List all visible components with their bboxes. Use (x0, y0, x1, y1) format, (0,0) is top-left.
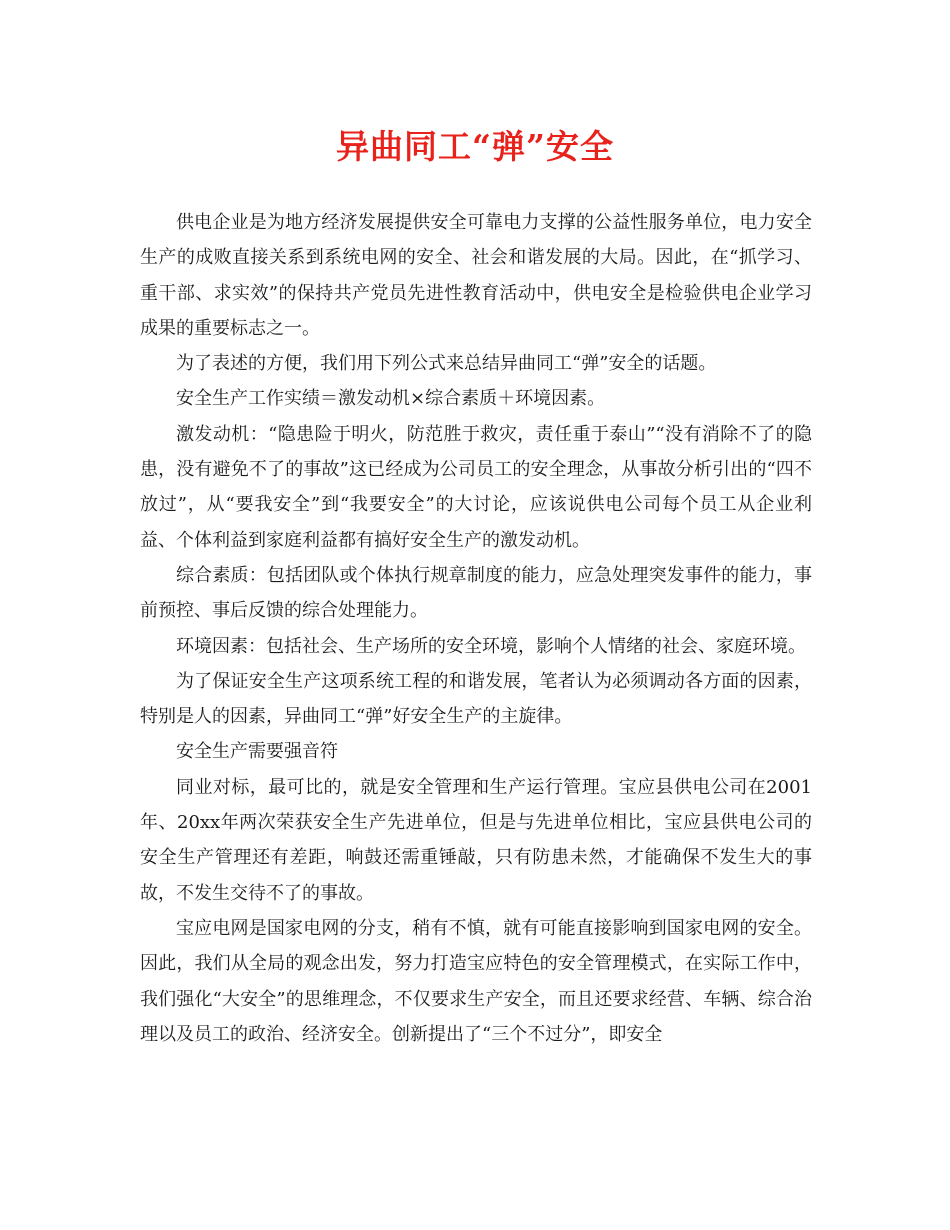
paragraph-environment: 环境因素：包括社会、生产场所的安全环境，影响个人情绪的社会、家庭环境。 (176, 635, 806, 657)
paragraph-motivation: 激发动机：“隐患险于明火，防范胜于救灾，责任重于泰山”“没有消除不了的隐患，没有避免不了的事故”这已经成为公司员工的安全理念，从事故分析引出的“四不放过”，从“要我安全”到“我要安全”的大讨论，应该说供电公司每个员工从企业利益、个体利益到家庭利益都有搞好安全生产的激发动机。 (140, 423, 812, 551)
paragraph-quality: 综合素质：包括团队或个体执行规章制度的能力，应急处理突发事件的能力，事前预控、事后反馈的综合处理能力。 (140, 564, 812, 622)
paragraph-harmony: 为了保证安全生产这项系统工程的和谐发展，笔者认为必须调动各方面的因素，特别是人的因素，异曲同工“弹”好安全生产的主旋律。 (140, 670, 812, 728)
paragraph-formula: 安全生产工作实绩＝激发动机×综合素质＋环境因素。 (176, 388, 606, 410)
paragraph-benchmark: 同业对标，最可比的，就是安全管理和生产运行管理。宝应县供电公司在2001年、20xx年两次荣获安全生产先进单位，但是与先进单位相比，宝应县供电公司的安全生产管理还有差距，响鼓还需重锤敲，只有防患未然，才能确保不发生大的事故，不发生交待不了的事故。 (140, 776, 812, 904)
paragraph-formula-intro: 为了表述的方便，我们用下列公式来总结异曲同工“弹”安全的话题。 (176, 353, 717, 375)
paragraph-intro: 供电企业是为地方经济发展提供安全可靠电力支撑的公益性服务单位，电力安全生产的成败直接关系到系统电网的安全、社会和谐发展的大局。因此，在“抓学习、重干部、求实效”的保持共产党员先进性教育活动中，供电安全是检验供电企业学习成果的重要标志之一。 (140, 212, 812, 339)
document-body (140, 205, 812, 1052)
paragraph-grid: 宝应电网是国家电网的分支，稍有不慎，就有可能直接影响到国家电网的安全。因此，我们从全局的观念出发，努力打造宝应特色的安全管理模式，在实际工作中，我们强化“大安全”的思维理念，不仅要求生产安全，而且还要求经营、车辆、综合治理以及员工的政治、经济安全。创新提出了“三个不过分”，即安全 (140, 917, 812, 1045)
document-title: 异曲同工“弹”安全 (336, 127, 614, 166)
section-heading: 安全生产需要强音符 (176, 741, 338, 763)
